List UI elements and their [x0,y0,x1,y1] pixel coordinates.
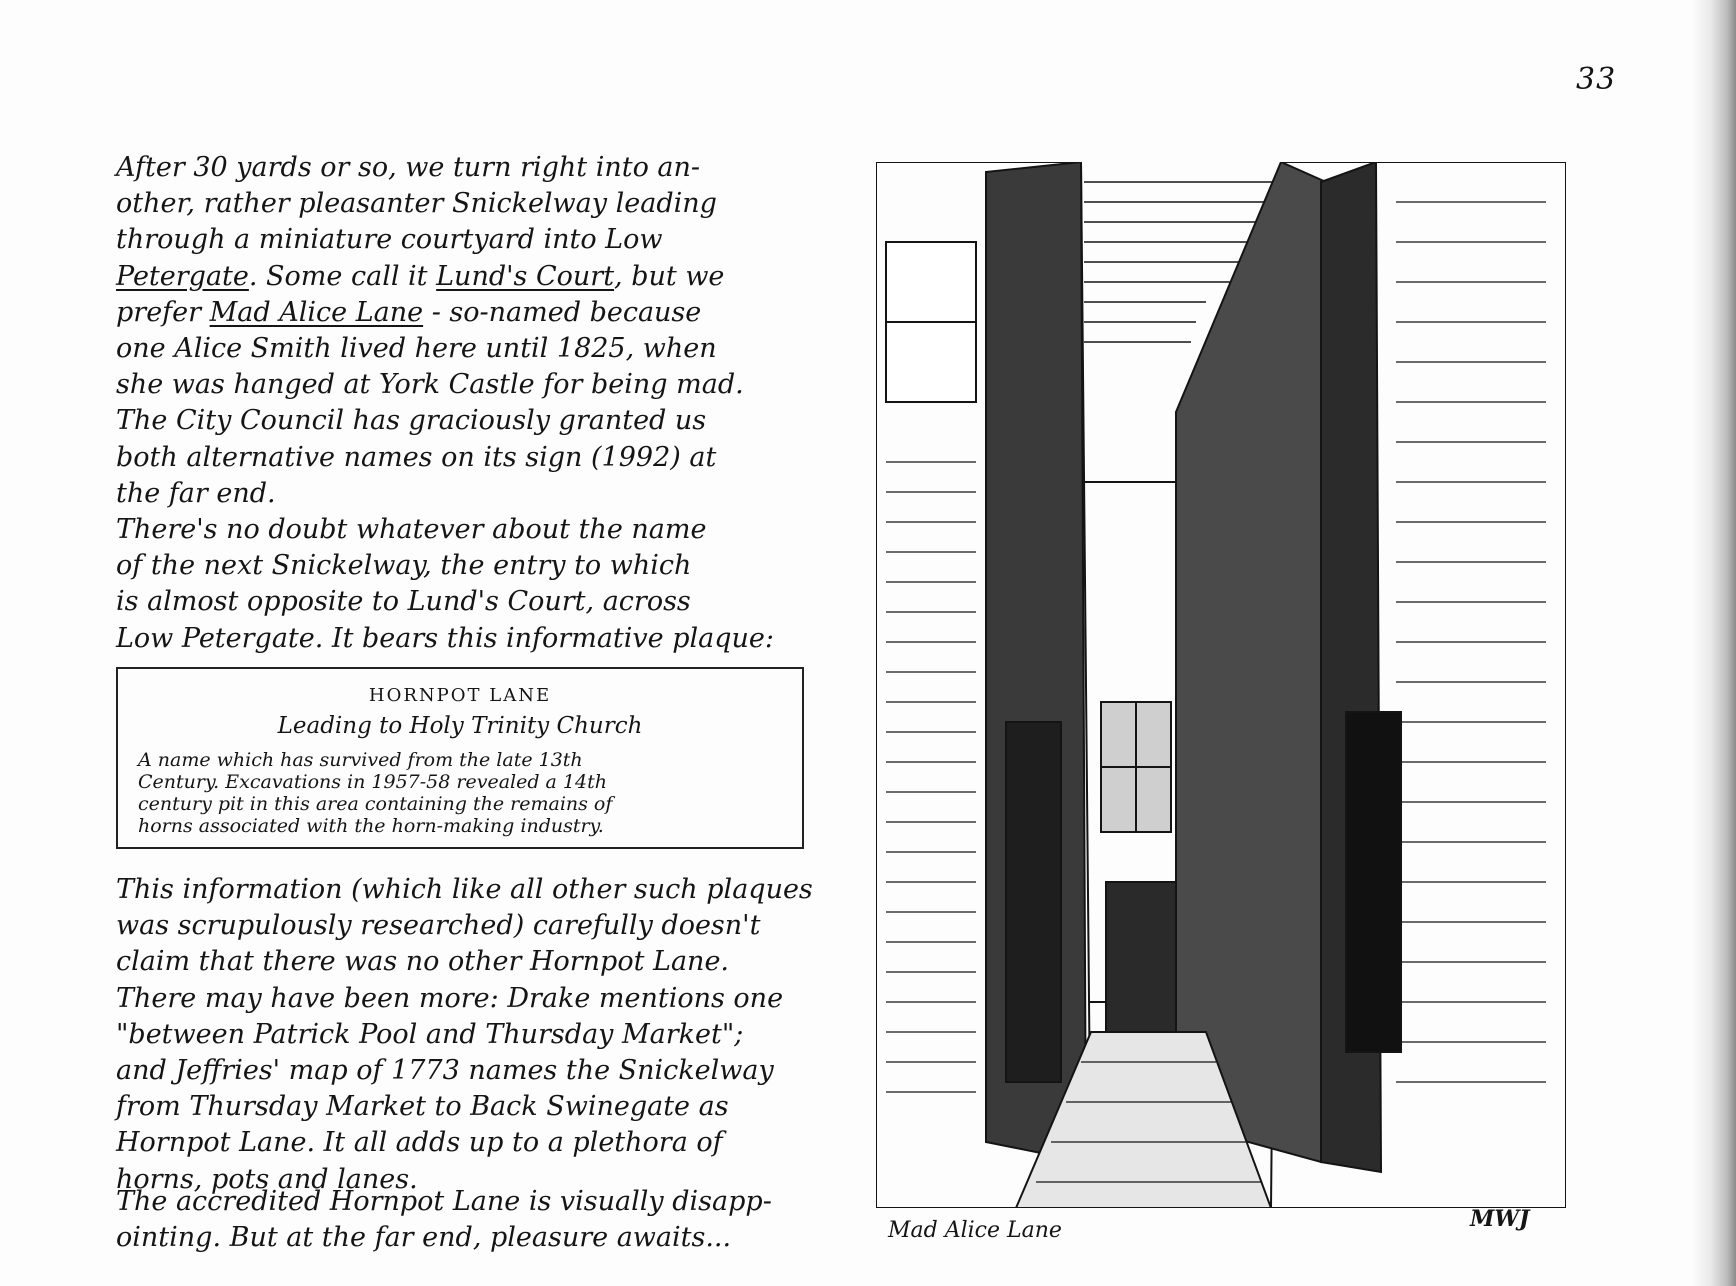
street-name-lunds-court: Lund's Court [436,260,615,292]
para1-line1: After 30 yards or so, we turn right into an- [116,152,701,183]
para1-rest: one Alice Smith lived here until 1825, when she was hanged at York Castle for being mad. The City Council has graciously granted us both alternative names on its sign (1992) at the far end. [116,333,744,509]
artist-signature: MWJ [1470,1206,1530,1232]
mad-alice-lane-drawing [876,162,1566,1208]
hornpot-lane-plaque [116,667,804,849]
plaque-body: A name which has survived from the late 13th Century. Excavations in 1957-58 revealed a 14th century pit in this area containing the remains of horns associated with the horn-making industry. [138,749,613,837]
para1-line5-start: prefer [116,296,210,328]
para1-line2: other, rather pleasanter Snickelway leading [116,188,717,220]
para1-line3: through a miniature courtyard into Low [116,224,663,256]
paragraph-next-snickelway: There's no doubt whatever about the name of the next Snickelway, the entry to which is almost opposite to Lund's Court, across Low Petergate. It bears this informative plaque: [116,514,774,654]
paragraph-information: This information (which like all other such plaques was scrupulously researched) carefully doesn't claim that there was no other Hornpot Lane. There may have been more: Drake mentions one "between Patrick Pool and Thursday Market"; and Jeffries' map of 1773 names the Snickelway from Thursday Market to Back Swinegate as Hornpot Lane. It all adds up to a plethora of horns, pots and lanes. [116,874,813,1195]
street-name-mad-alice-lane: Mad Alice Lane [209,296,424,328]
para1-line4-text: . Some call it [248,260,437,292]
illustration-caption: Mad Alice Lane [888,1218,1062,1243]
plaque-title: HORNPOT LANE [368,685,552,706]
book-spine-shadow [1690,0,1736,1286]
street-name-petergate: Petergate [116,260,249,292]
para1-line4-end: , but we [614,260,725,292]
plaque-subtitle: Leading to Holy Trinity Church [277,713,643,739]
para1-line5-end: - so-named because [423,296,702,328]
alley-sketch [876,162,1566,1208]
page-number: 33 [1576,62,1617,97]
paragraph-mad-alice-lane [116,150,844,512]
paragraph-accredited-lane: The accredited Hornpot Lane is visually disapp- ointing. But at the far end, pleasure awaits... [116,1186,772,1254]
